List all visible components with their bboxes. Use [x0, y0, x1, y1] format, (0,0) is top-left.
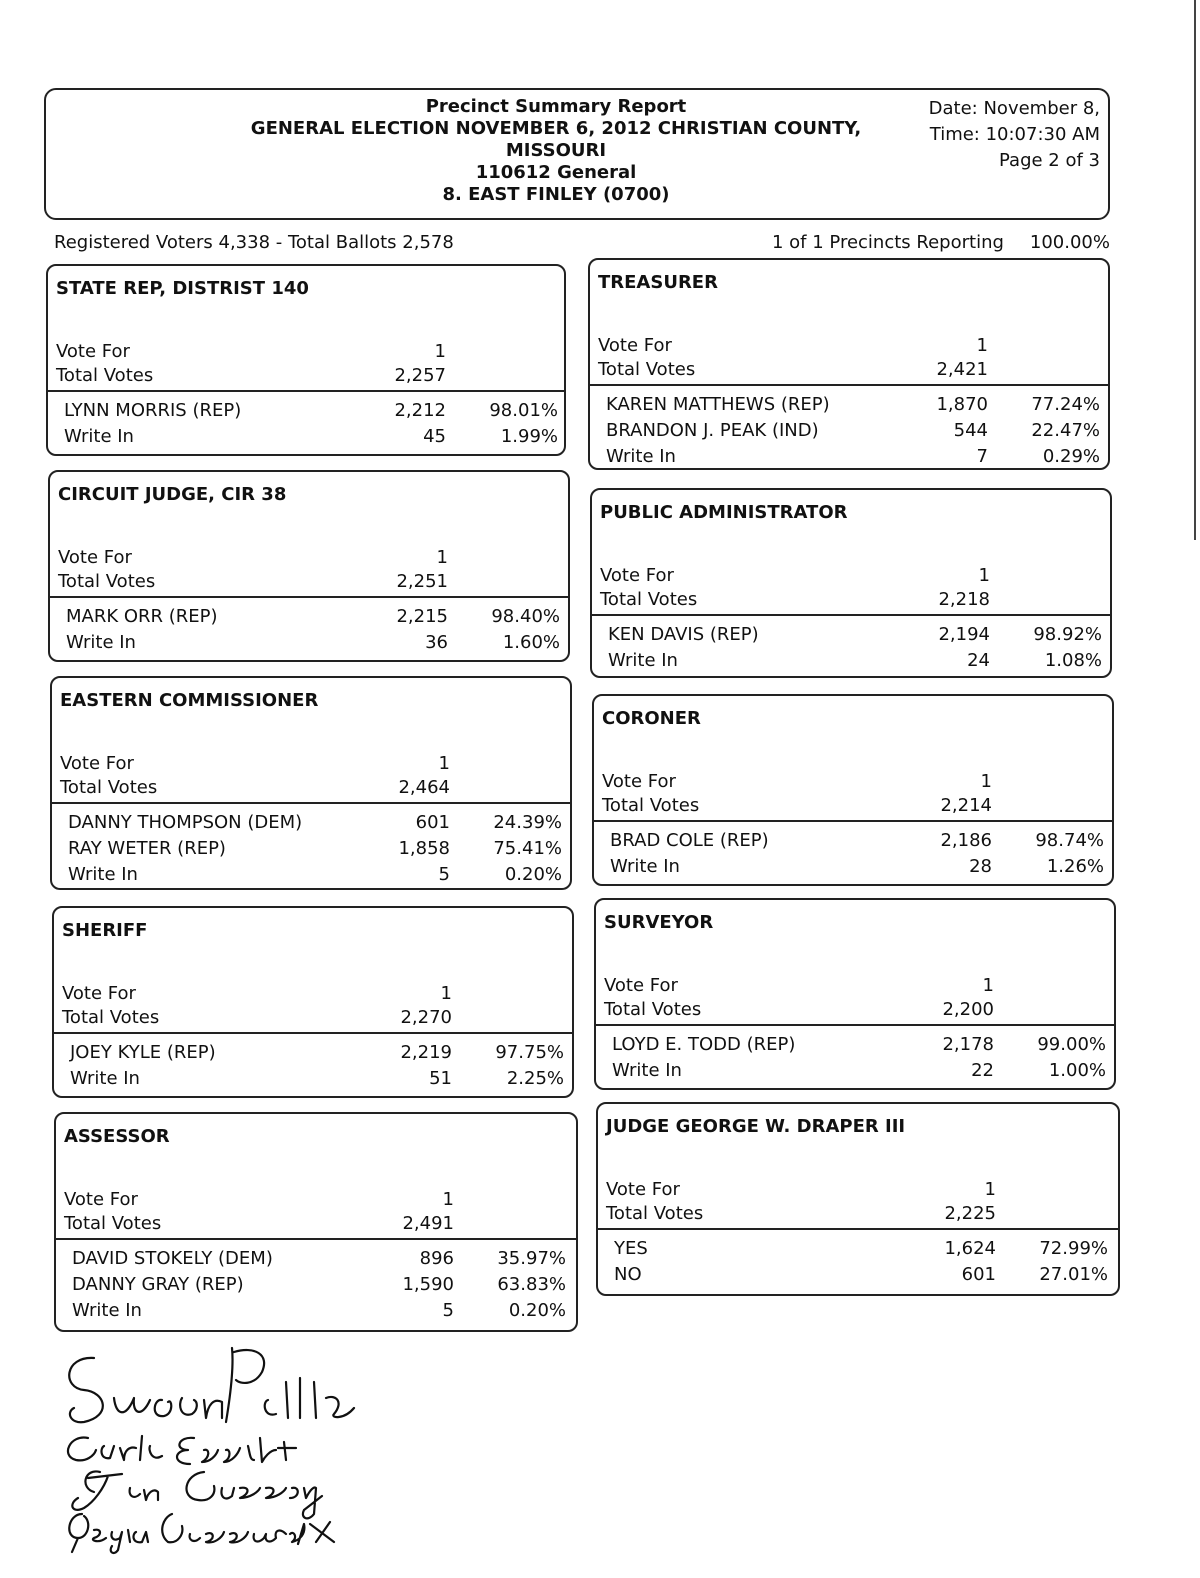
- vote-for-value: 1: [442, 1189, 454, 1210]
- total-votes-value: 2,491: [402, 1213, 454, 1234]
- contest-box: [48, 470, 570, 662]
- contest-title: SHERIFF: [62, 920, 148, 941]
- candidate-votes: 544: [953, 420, 988, 441]
- candidate-name: LOYD E. TODD (REP): [612, 1034, 796, 1055]
- candidate-list: [52, 810, 570, 888]
- candidate-votes: 51: [429, 1068, 452, 1089]
- vote-for-value: 1: [434, 341, 446, 362]
- candidate-name: BRAD COLE (REP): [610, 830, 769, 851]
- election-code: 110612 General: [475, 162, 637, 183]
- total-votes-value: 2,200: [942, 999, 994, 1020]
- candidate-votes: 896: [419, 1248, 454, 1269]
- candidate-row: [50, 604, 568, 630]
- candidate-name: Write In: [68, 864, 138, 885]
- divider: [52, 802, 570, 804]
- divider: [592, 614, 1110, 616]
- candidate-name: Write In: [610, 856, 680, 877]
- candidate-name: LYNN MORRIS (REP): [64, 400, 242, 421]
- total-votes-label: Total Votes: [600, 589, 698, 610]
- candidate-percent: 22.47%: [1031, 420, 1100, 441]
- candidate-row: [596, 1058, 1114, 1084]
- candidate-votes: 22: [971, 1060, 994, 1081]
- total-votes-value: 2,257: [394, 365, 446, 386]
- candidate-name: Write In: [612, 1060, 682, 1081]
- candidate-name: Write In: [72, 1300, 142, 1321]
- total-votes-value: 2,270: [400, 1007, 452, 1028]
- contest-box: [46, 264, 566, 456]
- contest-box: [596, 1102, 1120, 1296]
- handwritten-signatures: [54, 1338, 414, 1558]
- candidate-name: NO: [614, 1264, 642, 1285]
- candidate-name: KAREN MATTHEWS (REP): [606, 394, 830, 415]
- candidate-percent: 0.29%: [1042, 446, 1100, 467]
- vote-for-value: 1: [978, 565, 990, 586]
- candidate-list: [50, 604, 568, 656]
- divider: [594, 820, 1112, 822]
- divider: [598, 1228, 1118, 1230]
- vote-for-label: Vote For: [606, 1179, 680, 1200]
- candidate-name: YES: [614, 1238, 648, 1259]
- vote-for-value: 1: [440, 983, 452, 1004]
- total-votes-label: Total Votes: [56, 365, 154, 386]
- candidate-votes: 1,858: [398, 838, 450, 859]
- vote-for-label: Vote For: [604, 975, 678, 996]
- candidate-votes: 24: [967, 650, 990, 671]
- candidate-percent: 63.83%: [497, 1274, 566, 1295]
- contest-title: ASSESSOR: [64, 1126, 170, 1147]
- divider: [50, 596, 568, 598]
- candidate-name: DANNY GRAY (REP): [72, 1274, 244, 1295]
- candidate-votes: 601: [961, 1264, 996, 1285]
- total-votes-label: Total Votes: [602, 795, 700, 816]
- header-title-block: [196, 96, 916, 206]
- candidate-row: [598, 1236, 1118, 1262]
- contest-summary: [590, 334, 1108, 382]
- candidate-list: [48, 398, 564, 450]
- candidate-row: [48, 398, 564, 424]
- candidate-percent: 35.97%: [497, 1248, 566, 1269]
- total-votes-value: 2,225: [944, 1203, 996, 1224]
- contest-title: CORONER: [602, 708, 701, 729]
- contest-summary: [48, 340, 564, 388]
- candidate-percent: 75.41%: [493, 838, 562, 859]
- candidate-percent: 1.99%: [500, 426, 558, 447]
- total-votes-label: Total Votes: [60, 777, 158, 798]
- candidate-votes: 45: [423, 426, 446, 447]
- candidate-row: [48, 424, 564, 450]
- total-votes-label: Total Votes: [598, 359, 696, 380]
- candidate-name: DANNY THOMPSON (DEM): [68, 812, 303, 833]
- candidate-name: Write In: [606, 446, 676, 467]
- candidate-percent: 98.01%: [489, 400, 558, 421]
- candidate-percent: 98.92%: [1033, 624, 1102, 645]
- signature-4: [69, 1514, 334, 1553]
- candidate-name: Write In: [70, 1068, 140, 1089]
- candidate-row: [52, 810, 570, 836]
- candidate-percent: 1.08%: [1044, 650, 1102, 671]
- candidate-votes: 2,186: [940, 830, 992, 851]
- vote-for-label: Vote For: [598, 335, 672, 356]
- vote-for-label: Vote For: [60, 753, 134, 774]
- contest-summary: [54, 982, 572, 1030]
- total-votes-label: Total Votes: [58, 571, 156, 592]
- candidate-name: JOEY KYLE (REP): [70, 1042, 216, 1063]
- contest-title: STATE REP, DISTRIST 140: [56, 278, 309, 299]
- contest-title: EASTERN COMMISSIONER: [60, 690, 319, 711]
- header-meta: [929, 96, 1100, 174]
- total-votes-label: Total Votes: [62, 1007, 160, 1028]
- report-title: Precinct Summary Report: [425, 96, 687, 117]
- candidate-row: [594, 854, 1112, 880]
- candidate-votes: 1,624: [944, 1238, 996, 1259]
- candidate-name: KEN DAVIS (REP): [608, 624, 759, 645]
- candidate-votes: 2,212: [394, 400, 446, 421]
- candidate-percent: 99.00%: [1037, 1034, 1106, 1055]
- candidate-percent: 72.99%: [1039, 1238, 1108, 1259]
- candidate-votes: 7: [976, 446, 988, 467]
- candidate-percent: 97.75%: [495, 1042, 564, 1063]
- vote-for-label: Vote For: [602, 771, 676, 792]
- candidate-row: [56, 1272, 576, 1298]
- candidate-list: [592, 622, 1110, 674]
- candidate-row: [52, 862, 570, 888]
- vote-for-value: 1: [436, 547, 448, 568]
- contest-box: [594, 898, 1116, 1090]
- contest-summary: [598, 1178, 1118, 1226]
- contest-summary: [594, 770, 1112, 818]
- candidate-row: [590, 418, 1108, 444]
- divider: [590, 384, 1108, 386]
- candidate-votes: 5: [438, 864, 450, 885]
- candidate-row: [54, 1040, 572, 1066]
- candidate-row: [56, 1246, 576, 1272]
- divider: [48, 390, 564, 392]
- candidate-name: RAY WETER (REP): [68, 838, 226, 859]
- contest-summary: [56, 1188, 576, 1236]
- contest-title: PUBLIC ADMINISTRATOR: [600, 502, 848, 523]
- total-votes-value: 2,214: [940, 795, 992, 816]
- vote-for-label: Vote For: [64, 1189, 138, 1210]
- candidate-row: [52, 836, 570, 862]
- candidate-row: [590, 392, 1108, 418]
- candidate-name: DAVID STOKELY (DEM): [72, 1248, 273, 1269]
- report-header: [44, 88, 1110, 220]
- candidate-list: [54, 1040, 572, 1092]
- candidate-list: [596, 1032, 1114, 1084]
- candidate-row: [592, 648, 1110, 674]
- total-votes-value: 2,464: [398, 777, 450, 798]
- candidate-votes: 2,219: [400, 1042, 452, 1063]
- candidate-percent: 1.00%: [1048, 1060, 1106, 1081]
- candidate-votes: 28: [969, 856, 992, 877]
- contest-title: SURVEYOR: [604, 912, 714, 933]
- contest-summary: [592, 564, 1110, 612]
- divider: [54, 1032, 572, 1034]
- signature-2: [68, 1436, 296, 1464]
- candidate-percent: 98.74%: [1035, 830, 1104, 851]
- signature-1: [69, 1348, 354, 1422]
- vote-for-value: 1: [438, 753, 450, 774]
- candidate-list: [590, 392, 1108, 470]
- total-votes-label: Total Votes: [604, 999, 702, 1020]
- candidate-percent: 1.60%: [502, 632, 560, 653]
- scan-edge: [1194, 0, 1196, 540]
- candidate-list: [598, 1236, 1118, 1288]
- candidate-votes: 2,178: [942, 1034, 994, 1055]
- divider: [56, 1238, 576, 1240]
- divider: [596, 1024, 1114, 1026]
- precinct-name: 8. EAST FINLEY (0700): [442, 184, 670, 205]
- signature-block: [54, 1338, 414, 1558]
- contest-title: CIRCUIT JUDGE, CIR 38: [58, 484, 287, 505]
- candidate-list: [56, 1246, 576, 1324]
- vote-for-value: 1: [984, 1179, 996, 1200]
- contest-box: [588, 258, 1110, 470]
- signature-3: [72, 1471, 322, 1518]
- total-votes-label: Total Votes: [606, 1203, 704, 1224]
- candidate-percent: 27.01%: [1039, 1264, 1108, 1285]
- candidate-list: [594, 828, 1112, 880]
- vote-for-label: Vote For: [56, 341, 130, 362]
- candidate-votes: 1,590: [402, 1274, 454, 1295]
- registered-voters: Registered Voters 4,338 - Total Ballots 2,578: [54, 232, 454, 253]
- vote-for-value: 1: [982, 975, 994, 996]
- candidate-percent: 0.20%: [508, 1300, 566, 1321]
- candidate-votes: 1,870: [936, 394, 988, 415]
- report-time: Time: 10:07:30 AM: [929, 124, 1100, 145]
- candidate-name: Write In: [66, 632, 136, 653]
- candidate-name: Write In: [64, 426, 134, 447]
- contest-box: [54, 1112, 578, 1332]
- contest-box: [50, 676, 572, 890]
- contest-title: JUDGE GEORGE W. DRAPER III: [606, 1116, 906, 1137]
- total-votes-value: 2,421: [936, 359, 988, 380]
- vote-for-value: 1: [976, 335, 988, 356]
- vote-for-value: 1: [980, 771, 992, 792]
- precincts-reporting-label: 1 of 1 Precincts Reporting: [772, 232, 1004, 253]
- candidate-row: [598, 1262, 1118, 1288]
- total-votes-label: Total Votes: [64, 1213, 162, 1234]
- election-state: MISSOURI: [505, 140, 607, 161]
- candidate-row: [56, 1298, 576, 1324]
- candidate-percent: 77.24%: [1031, 394, 1100, 415]
- candidate-votes: 601: [415, 812, 450, 833]
- vote-for-label: Vote For: [600, 565, 674, 586]
- contest-summary: [50, 546, 568, 594]
- candidate-percent: 1.26%: [1046, 856, 1104, 877]
- contest-box: [592, 694, 1114, 886]
- candidate-votes: 2,194: [938, 624, 990, 645]
- candidate-row: [592, 622, 1110, 648]
- precincts-reporting-pct: 100.00%: [1029, 232, 1110, 253]
- candidate-row: [596, 1032, 1114, 1058]
- vote-for-label: Vote For: [58, 547, 132, 568]
- election-name: GENERAL ELECTION NOVEMBER 6, 2012 CHRISTIAN COUNTY,: [250, 118, 862, 139]
- contest-title: TREASURER: [598, 272, 718, 293]
- candidate-percent: 24.39%: [493, 812, 562, 833]
- candidate-name: BRANDON J. PEAK (IND): [606, 420, 819, 441]
- candidate-votes: 5: [442, 1300, 454, 1321]
- report-date: Date: November 8,: [928, 98, 1100, 119]
- candidate-row: [594, 828, 1112, 854]
- contest-box: [590, 488, 1112, 678]
- candidate-votes: 36: [425, 632, 448, 653]
- contest-summary: [596, 974, 1114, 1022]
- candidate-percent: 0.20%: [504, 864, 562, 885]
- contest-box: [52, 906, 574, 1098]
- total-votes-value: 2,218: [938, 589, 990, 610]
- precincts-reporting: [772, 232, 1110, 253]
- candidate-percent: 2.25%: [506, 1068, 564, 1089]
- contest-summary: [52, 752, 570, 800]
- candidate-name: Write In: [608, 650, 678, 671]
- candidate-row: [590, 444, 1108, 470]
- candidate-row: [50, 630, 568, 656]
- candidate-percent: 98.40%: [491, 606, 560, 627]
- candidate-name: MARK ORR (REP): [66, 606, 218, 627]
- total-votes-value: 2,251: [396, 571, 448, 592]
- candidate-votes: 2,215: [396, 606, 448, 627]
- candidate-row: [54, 1066, 572, 1092]
- page-number: Page 2 of 3: [999, 150, 1100, 171]
- vote-for-label: Vote For: [62, 983, 136, 1004]
